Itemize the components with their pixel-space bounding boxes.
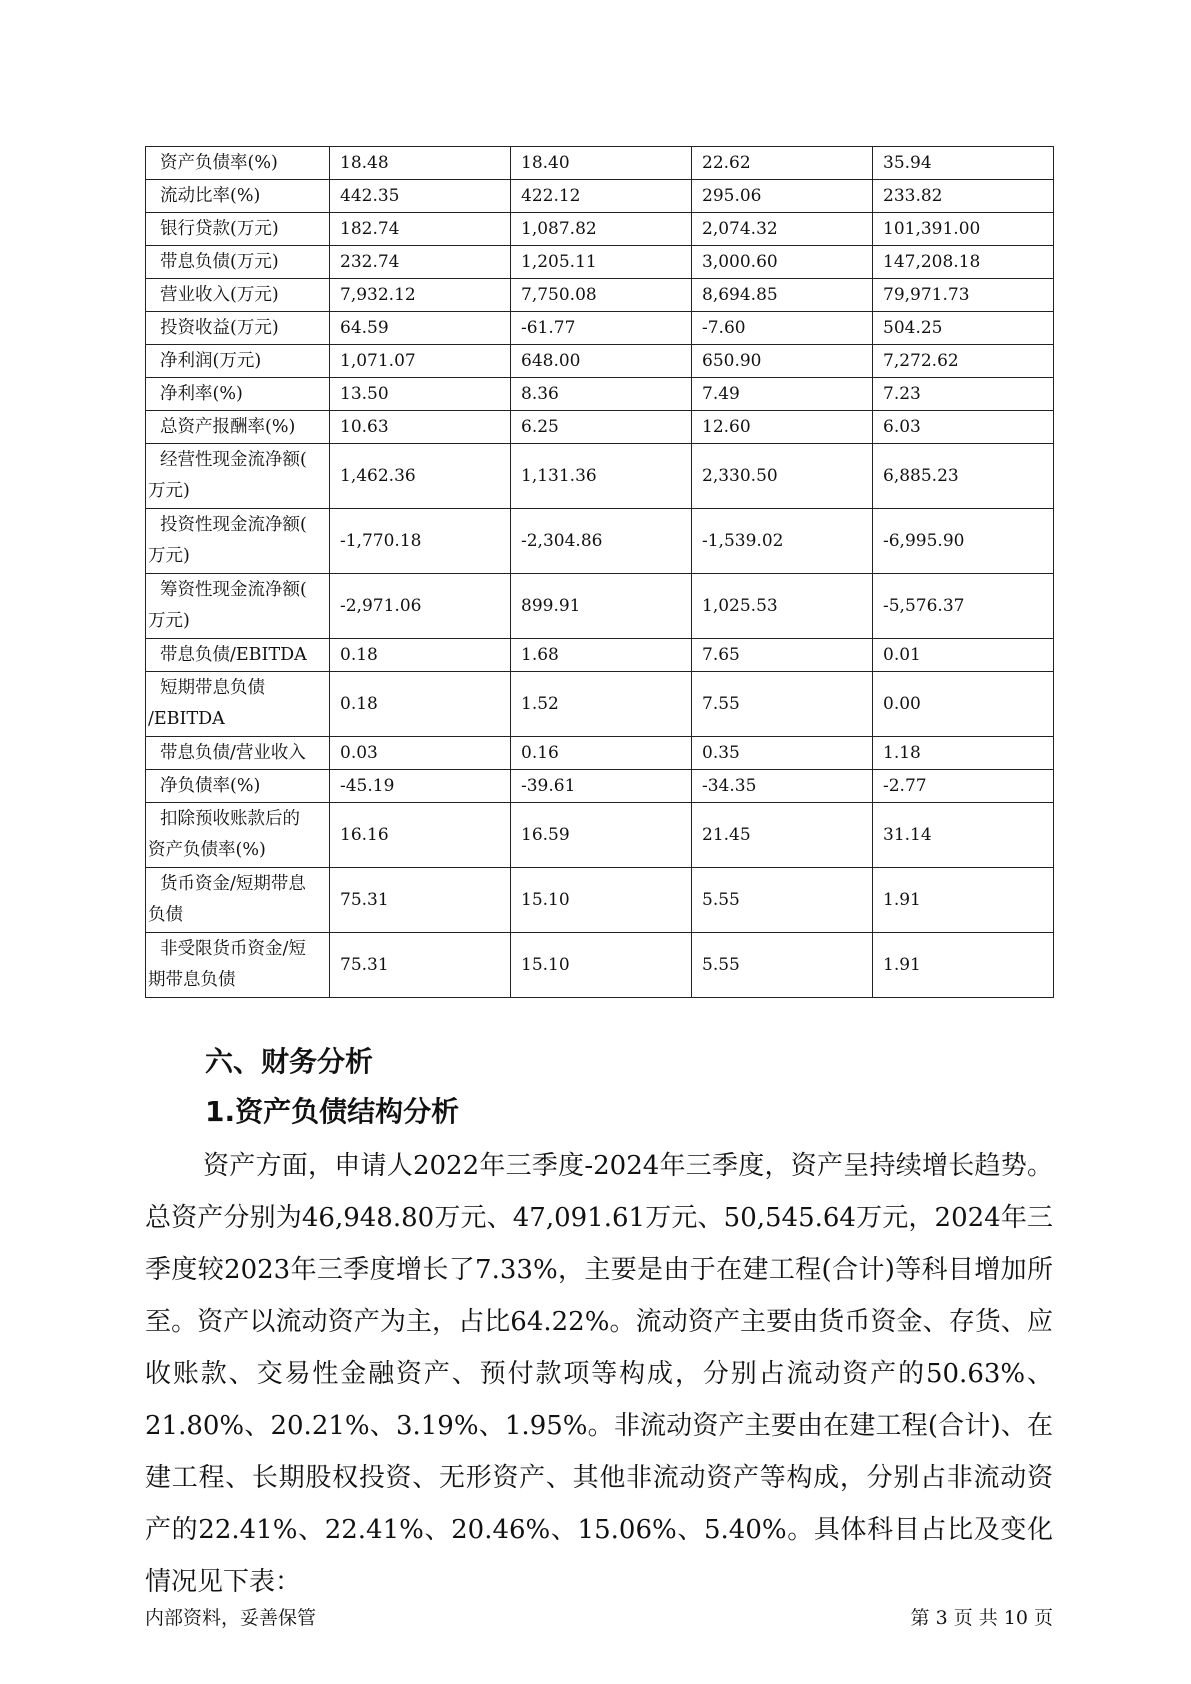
table-cell: 648.00 [511,345,692,378]
table-cell: -2.77 [873,770,1054,803]
table-cell: 650.90 [692,345,873,378]
row-label: 带息负债(万元) [146,246,330,279]
table-row [146,444,1054,509]
row-label-line2: 万元) [148,611,190,631]
table-cell: 16.59 [511,803,692,868]
table-cell: -39.61 [511,770,692,803]
table-cell: 899.91 [511,574,692,639]
row-label: 净负债率(%) [146,770,330,803]
table-row [146,639,1054,672]
table-row [146,213,1054,246]
table-cell: 1,131.36 [511,444,692,509]
table-cell: 22.62 [692,147,873,180]
row-label-line1: 扣除预收账款后的 [160,809,300,829]
table-cell: 8.36 [511,378,692,411]
table-cell: 1,462.36 [330,444,511,509]
row-label [146,672,330,737]
table-row [146,411,1054,444]
table-cell: -5,576.37 [873,574,1054,639]
table-row [146,180,1054,213]
table-row [146,147,1054,180]
table-cell: 15.10 [511,933,692,998]
table-cell: 0.18 [330,639,511,672]
row-label: 营业收入(万元) [146,279,330,312]
table-row [146,803,1054,868]
table-cell: 18.40 [511,147,692,180]
row-label: 净利润(万元) [146,345,330,378]
table-cell: 1.68 [511,639,692,672]
table-cell: 7,932.12 [330,279,511,312]
table-row [146,246,1054,279]
table-row [146,574,1054,639]
row-label [146,509,330,574]
table-cell: 18.48 [330,147,511,180]
table-cell: -45.19 [330,770,511,803]
table-cell: 12.60 [692,411,873,444]
row-label: 带息负债/EBITDA [146,639,330,672]
row-label [146,574,330,639]
table-cell: 21.45 [692,803,873,868]
row-label: 流动比率(%) [146,180,330,213]
row-label [146,933,330,998]
row-label: 带息负债/营业收入 [146,737,330,770]
table-cell: 6.25 [511,411,692,444]
row-label [146,868,330,933]
table-cell: 1.52 [511,672,692,737]
table-cell: 7.23 [873,378,1054,411]
row-label-line1: 非受限货币资金/短 [160,939,306,959]
row-label-line2: 资产负债率(%) [148,840,266,860]
table-row [146,378,1054,411]
table-cell: 6,885.23 [873,444,1054,509]
table-cell: 1,205.11 [511,246,692,279]
table-row [146,672,1054,737]
table-cell: -1,539.02 [692,509,873,574]
row-label-line1: 货币资金/短期带息 [160,874,306,894]
table-cell: 79,971.73 [873,279,1054,312]
table-cell: 1.91 [873,868,1054,933]
table-cell: 0.00 [873,672,1054,737]
table-cell: 1.18 [873,737,1054,770]
section-title: 六、财务分析 [205,1045,374,1078]
row-label: 银行贷款(万元) [146,213,330,246]
table-cell: 5.55 [692,868,873,933]
table-cell: 7,272.62 [873,345,1054,378]
row-label-line1: 筹资性现金流净额( [160,580,307,600]
table-cell: 15.10 [511,868,692,933]
table-cell: 1,087.82 [511,213,692,246]
table-cell: 422.12 [511,180,692,213]
table-cell: 64.59 [330,312,511,345]
table-cell: 504.25 [873,312,1054,345]
row-label-line1: 经营性现金流净额( [160,450,307,470]
table-cell: 0.03 [330,737,511,770]
row-label-line1: 短期带息负债 [160,678,265,698]
table-cell: 3,000.60 [692,246,873,279]
table-cell: 7,750.08 [511,279,692,312]
table-cell: 75.31 [330,933,511,998]
table-cell: 182.74 [330,213,511,246]
table-cell: 5.55 [692,933,873,998]
table-cell: -2,304.86 [511,509,692,574]
table-cell: 232.74 [330,246,511,279]
table-cell: 2,330.50 [692,444,873,509]
table-row [146,933,1054,998]
footer-confidential-note: 内部资料，妥善保管 [145,1607,317,1629]
row-label-line2: 万元) [148,481,190,501]
table-cell: -2,971.06 [330,574,511,639]
analysis-paragraph: 资产方面，申请人2022年三季度-2024年三季度，资产呈持续增长趋势。总资产分别为46,948.80万元、47,091.61万元、50,545.64万元，2024年三季度较2023年三季度增长了7.33%，主要是由于在建工程(合计)等科目增加所至。资产以流动资产为主，占比64.22%。流动资产主要由货币资金、存货、应收账款、交易性金融资产、预付款项等构成，分别占流动资产的50.63%、21.80%、20.21%、3.19%、1.95%。非流动资产主要由在建工程(合计)、在建工程、长期股权投资、无形资产、其他非流动资产等构成，分别占非流动资产的22.41%、22.41%、20.46%、15.06%、5.40%。具体科目占比及变化情况见下表： [145,1151,1053,1597]
table-row [146,509,1054,574]
row-label [146,444,330,509]
table-cell: 35.94 [873,147,1054,180]
row-label: 投资收益(万元) [146,312,330,345]
table-cell: -1,770.18 [330,509,511,574]
table-cell: 8,694.85 [692,279,873,312]
table-cell: -6,995.90 [873,509,1054,574]
table-cell: 16.16 [330,803,511,868]
table-cell: 233.82 [873,180,1054,213]
table-cell: 1,025.53 [692,574,873,639]
table-row [146,345,1054,378]
table-row [146,279,1054,312]
row-label: 总资产报酬率(%) [146,411,330,444]
row-label-line1: 投资性现金流净额( [160,515,307,535]
row-label [146,803,330,868]
table-row [146,312,1054,345]
row-label: 净利率(%) [146,378,330,411]
table-cell: 101,391.00 [873,213,1054,246]
table-row [146,868,1054,933]
table-cell: 2,074.32 [692,213,873,246]
financial-indicators-table [145,146,1054,998]
table-cell: 31.14 [873,803,1054,868]
table-cell: -61.77 [511,312,692,345]
footer-page-number: 第 3 页 共 10 页 [910,1607,1053,1629]
row-label-line2: 万元) [148,546,190,566]
row-label-line2: 负债 [148,905,183,925]
subsection-title: 1.资产负债结构分析 [205,1095,460,1128]
table-cell: 13.50 [330,378,511,411]
table-cell: 7.55 [692,672,873,737]
table-cell: -7.60 [692,312,873,345]
table-cell: 295.06 [692,180,873,213]
table-cell: 10.63 [330,411,511,444]
row-label-line2: /EBITDA [148,709,225,729]
table-cell: 1,071.07 [330,345,511,378]
table-row [146,770,1054,803]
table-cell: 7.65 [692,639,873,672]
table-cell: 0.35 [692,737,873,770]
table-cell: 1.91 [873,933,1054,998]
table-cell: 0.18 [330,672,511,737]
table-cell: 147,208.18 [873,246,1054,279]
row-label: 资产负债率(%) [146,147,330,180]
table-row [146,737,1054,770]
table-cell: -34.35 [692,770,873,803]
row-label-line2: 期带息负债 [148,970,236,990]
table-cell: 442.35 [330,180,511,213]
table-body [146,147,1054,998]
table-cell: 75.31 [330,868,511,933]
table-cell: 0.16 [511,737,692,770]
table-cell: 7.49 [692,378,873,411]
table-cell: 6.03 [873,411,1054,444]
table-cell: 0.01 [873,639,1054,672]
